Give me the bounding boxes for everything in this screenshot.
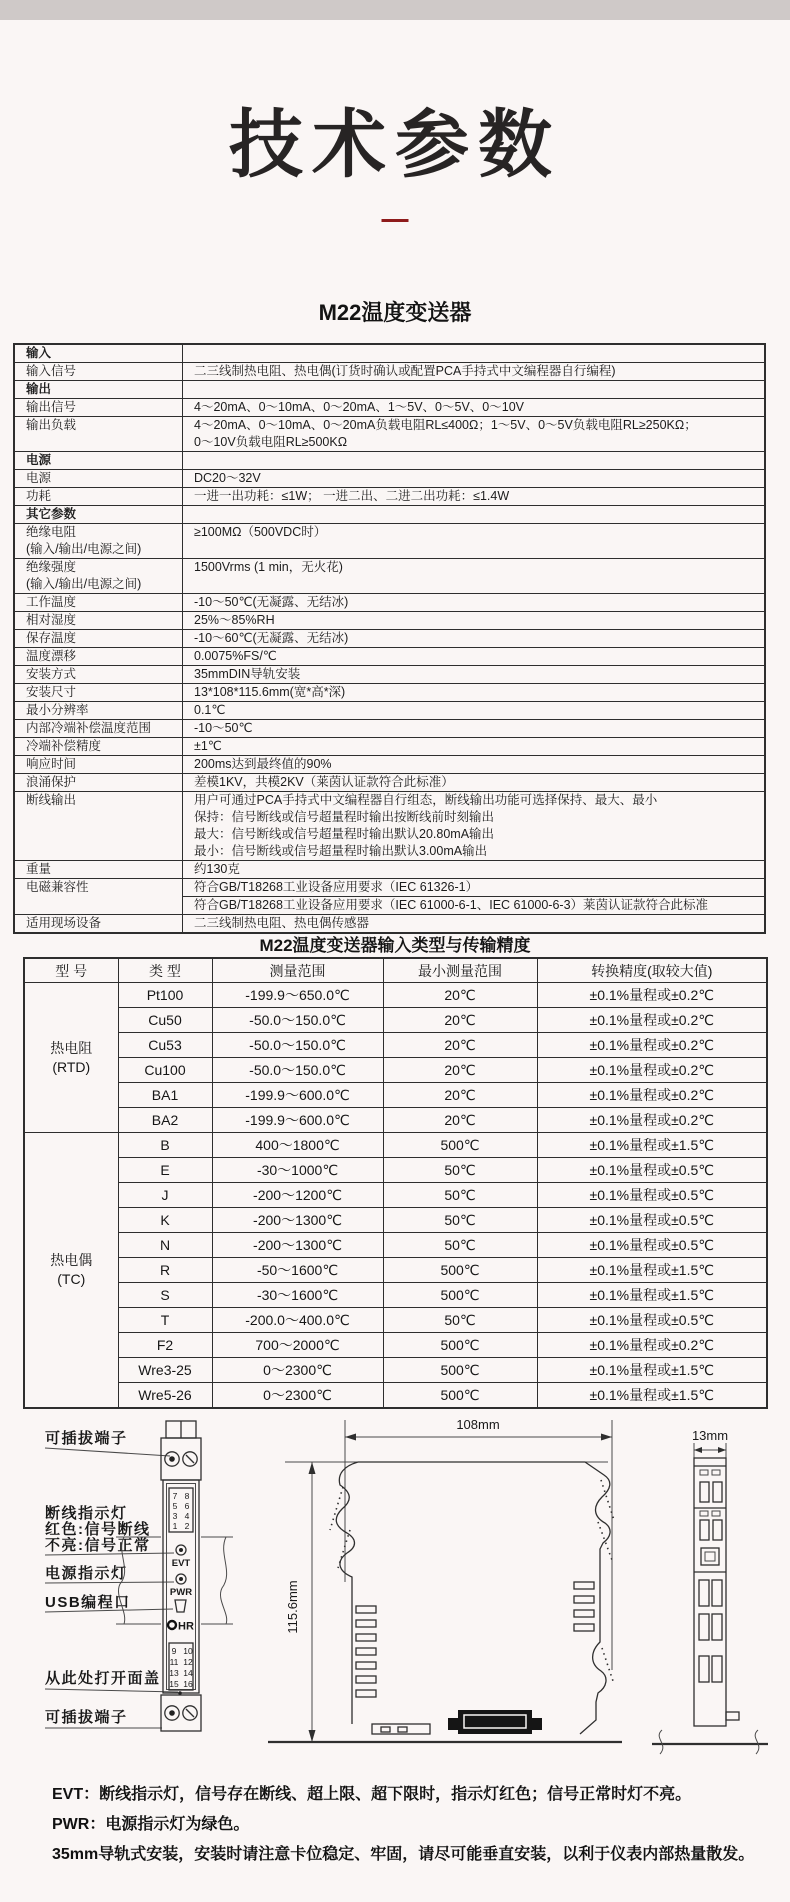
io-cell: ±0.1%量程或±0.2℃ [537, 983, 767, 1008]
usb-port-icon [175, 1600, 186, 1612]
terminal-number: 11 [169, 1657, 179, 1667]
spec-label: 浪涌保护 [15, 774, 183, 791]
io-cell: Wre5-26 [118, 1383, 212, 1409]
io-header-cell: 类 型 [118, 958, 212, 983]
spec-value: 差模1KV，共模2KV（莱茵认证款符合此标准） [194, 775, 454, 789]
spec-label: 功耗 [15, 488, 183, 505]
io-table-title: M22温度变送器输入类型与传输精度 [259, 936, 531, 955]
io-row [24, 1333, 767, 1358]
terminal-number: 13 [169, 1668, 179, 1678]
io-cell: -200.0～400.0℃ [212, 1308, 383, 1333]
io-cell: Pt100 [118, 983, 212, 1008]
dimension-diagram [0, 1412, 790, 1764]
spec-row [15, 398, 764, 416]
spec-value: DC20～32V [194, 471, 261, 485]
io-cell: -50.0～150.0℃ [212, 1058, 383, 1083]
spec-value: 0.0075%FS/℃ [194, 649, 277, 663]
io-row [24, 1258, 767, 1283]
spec-label: 温度漂移 [15, 648, 183, 665]
io-row [24, 1383, 767, 1409]
spec-label: 绝缘电阻 (输入/输出/电源之间) [15, 524, 183, 558]
io-cell: -50.0～150.0℃ [212, 1033, 383, 1058]
spec-label: 内部冷端补偿温度范围 [15, 720, 183, 737]
io-cell: 20℃ [383, 1008, 537, 1033]
spec-label: 最小分辨率 [15, 702, 183, 719]
footer-note-pwr: PWR：电源指示灯为绿色。 [52, 1816, 250, 1833]
io-row [24, 1033, 767, 1058]
spec-label: 电磁兼容性 [15, 879, 183, 914]
spec-value: 二三线制热电阻、热电偶传感器 [194, 916, 370, 930]
spec-value: 用户可通过PCA手持式中文编程器自行组态，断线输出功能可选择保持、最大、最小 保持：信号断线或信号超量程时输出按断线前时刻输出 最大：信号断线或信号超量程时输出默认20.80mA输出 最小：信号断线或信号超量程时输出默认3.00mA输出 [194, 793, 658, 858]
io-table [23, 957, 768, 1409]
spec-table [13, 343, 766, 934]
terminal-numbers-bottom [169, 1646, 193, 1689]
io-cell: ±0.1%量程或±1.5℃ [537, 1283, 767, 1308]
spec-row [15, 755, 764, 773]
dim-width-label: 108mm [456, 1417, 500, 1432]
io-cell: 20℃ [383, 1033, 537, 1058]
io-header-cell: 最小测量范围 [383, 958, 537, 983]
io-cell: 0～2300℃ [212, 1383, 383, 1409]
spec-value: 13*108*115.6mm(宽*高*深) [194, 685, 346, 699]
io-cell: ±0.1%量程或±0.5℃ [537, 1183, 767, 1208]
top-bar [0, 0, 790, 20]
io-cell: BA2 [118, 1108, 212, 1133]
label-break-indicator-line2: 红色:信号断线 [45, 1521, 151, 1538]
label-pluggable-terminal-bottom: 可插拔端子 [45, 1709, 128, 1726]
terminal-number: 4 [184, 1511, 190, 1521]
io-cell: ±0.1%量程或±0.2℃ [537, 1033, 767, 1058]
io-cell: 700～2000℃ [212, 1333, 383, 1358]
spec-label: 输入 [15, 345, 183, 362]
footer-notes [52, 1780, 758, 1870]
label-usb-port: USB编程口 [45, 1594, 131, 1611]
io-cell: ±0.1%量程或±1.5℃ [537, 1383, 767, 1409]
io-cell: 500℃ [383, 1133, 537, 1158]
spec-label: 绝缘强度 (输入/输出/电源之间) [15, 559, 183, 593]
io-row [24, 1183, 767, 1208]
spec-label: 保存温度 [15, 630, 183, 647]
spec-row [15, 451, 764, 469]
spec-value: -10～60℃(无凝露、无结冰) [194, 631, 349, 645]
spec-label: 冷端补偿精度 [15, 738, 183, 755]
spec-row [15, 505, 764, 523]
spec-row [15, 416, 764, 451]
io-model-cell: 热电偶 (TC) [24, 1133, 118, 1409]
io-cell: B [118, 1133, 212, 1158]
spec-row [15, 791, 764, 860]
spec-label: 响应时间 [15, 756, 183, 773]
io-cell: -50～1600℃ [212, 1258, 383, 1283]
side-fins [356, 1582, 594, 1697]
pwr-led-label: PWR [169, 1587, 193, 1598]
io-row [24, 1358, 767, 1383]
io-cell: ±0.1%量程或±0.2℃ [537, 1008, 767, 1033]
io-cell: -200～1300℃ [212, 1208, 383, 1233]
spec-value: 35mmDIN导轨安装 [194, 667, 301, 681]
io-cell: ±0.1%量程或±0.2℃ [537, 1058, 767, 1083]
label-break-indicator-line1: 断线指示灯 [45, 1505, 128, 1522]
io-cell: BA1 [118, 1083, 212, 1108]
terminal-number: 2 [184, 1521, 190, 1531]
spec-row [15, 558, 764, 593]
spec-row [15, 878, 764, 914]
io-cell: ±0.1%量程或±0.2℃ [537, 1083, 767, 1108]
spec-row [15, 647, 764, 665]
terminal-number: 16 [183, 1679, 193, 1689]
io-cell: -200～1200℃ [212, 1183, 383, 1208]
io-row [24, 1283, 767, 1308]
terminal-numbers-top [173, 1491, 190, 1531]
io-cell: 50℃ [383, 1183, 537, 1208]
io-cell: J [118, 1183, 212, 1208]
spec-value [183, 506, 764, 523]
spec-value: 1500Vrms (1 min，无火花) [194, 560, 343, 574]
io-row [24, 1058, 767, 1083]
io-cell: -30～1000℃ [212, 1158, 383, 1183]
spec-value: ±1℃ [194, 739, 222, 753]
spec-label: 工作温度 [15, 594, 183, 611]
io-cell: 20℃ [383, 1083, 537, 1108]
spec-row [15, 611, 764, 629]
spec-row [15, 523, 764, 558]
spec-value [183, 452, 764, 469]
io-cell: 20℃ [383, 983, 537, 1008]
terminal-number: 1 [172, 1521, 178, 1531]
io-row [24, 983, 767, 1008]
io-cell: N [118, 1233, 212, 1258]
io-cell: 500℃ [383, 1283, 537, 1308]
spec-label: 适用现场设备 [15, 915, 183, 932]
io-cell: Cu50 [118, 1008, 212, 1033]
io-row [24, 1133, 767, 1158]
io-header-cell: 转换精度(取较大值) [537, 958, 767, 983]
evt-led-label: EVT [171, 1558, 191, 1569]
io-cell: ±0.1%量程或±0.2℃ [537, 1333, 767, 1358]
ohr-logo [168, 1621, 194, 1633]
io-cell: Wre3-25 [118, 1358, 212, 1383]
dim-height-label: 115.6mm [285, 1580, 300, 1634]
spec-row [15, 701, 764, 719]
spec-label: 输出 [15, 381, 183, 398]
module-front-view [161, 1421, 201, 1731]
spec-label: 安装方式 [15, 666, 183, 683]
label-power-indicator: 电源指示灯 [45, 1565, 128, 1582]
spec-row [15, 345, 764, 362]
io-cell: 500℃ [383, 1333, 537, 1358]
terminal-number: 5 [172, 1501, 178, 1511]
io-row [24, 1158, 767, 1183]
spec-value: 200ms达到最终值的90% [194, 757, 332, 771]
io-cell: E [118, 1158, 212, 1183]
terminal-number: 6 [184, 1501, 190, 1511]
io-cell: ±0.1%量程或±0.5℃ [537, 1158, 767, 1183]
io-cell: F2 [118, 1333, 212, 1358]
terminal-number: 12 [183, 1657, 193, 1667]
io-model-cell: 热电阻 (RTD) [24, 983, 118, 1133]
io-header-cell: 型 号 [24, 958, 118, 983]
spec-label: 安装尺寸 [15, 684, 183, 701]
io-cell: 50℃ [383, 1233, 537, 1258]
io-cell: ±0.1%量程或±0.5℃ [537, 1233, 767, 1258]
footer-note-evt: EVT：断线指示灯，信号存在断线、超上限、超下限时，指示灯红色；信号正常时灯不亮。 [52, 1786, 692, 1803]
spec-value: 符合GB/T18268工业设备应用要求（IEC 61326-1） 符合GB/T18268工业设备应用要求（IEC 61000-6-1、IEC 61000-6-3）莱茵认证款符合此标准 [183, 879, 764, 914]
io-cell: K [118, 1208, 212, 1233]
io-cell: -200～1300℃ [212, 1233, 383, 1258]
footer-note-mounting: 35mm导轨式安装，安装时请注意卡位稳定、牢固，请尽可能垂直安装，以利于仪表内部热量散发。 [52, 1846, 755, 1863]
spec-row [15, 860, 764, 878]
io-row [24, 1308, 767, 1333]
io-cell: ±0.1%量程或±1.5℃ [537, 1133, 767, 1158]
spec-row [15, 683, 764, 701]
io-cell: 500℃ [383, 1383, 537, 1409]
terminal-number: 7 [172, 1491, 178, 1501]
module-narrow-view [652, 1428, 768, 1754]
spec-value: -10～50℃ [194, 721, 253, 735]
spec-value: 25%～85%RH [194, 613, 275, 627]
page-title: 技术参数 [229, 103, 561, 186]
spec-row [15, 593, 764, 611]
io-cell: T [118, 1308, 212, 1333]
io-cell: R [118, 1258, 212, 1283]
io-row [24, 1108, 767, 1133]
io-cell: 50℃ [383, 1308, 537, 1333]
spec-label: 输入信号 [15, 363, 183, 380]
label-open-cover: 从此处打开面盖 [45, 1670, 161, 1687]
product-title: M22温度变送器 [318, 300, 472, 325]
label-pluggable-terminal-top: 可插拔端子 [45, 1430, 128, 1447]
io-cell: ±0.1%量程或±1.5℃ [537, 1358, 767, 1383]
terminal-number: 15 [169, 1679, 179, 1689]
terminal-number: 14 [183, 1668, 193, 1678]
spec-row [15, 719, 764, 737]
io-cell: 0～2300℃ [212, 1358, 383, 1383]
spec-row [15, 487, 764, 505]
io-cell: ±0.1%量程或±0.5℃ [537, 1208, 767, 1233]
io-row [24, 1008, 767, 1033]
spec-row [15, 773, 764, 791]
spec-label: 相对湿度 [15, 612, 183, 629]
bottom-connector [448, 1710, 542, 1734]
terminal-number: 3 [172, 1511, 178, 1521]
io-cell: 20℃ [383, 1108, 537, 1133]
io-cell: -30～1600℃ [212, 1283, 383, 1308]
dim-depth-label: 13mm [691, 1428, 729, 1443]
io-cell: Cu53 [118, 1033, 212, 1058]
io-cell: 50℃ [383, 1208, 537, 1233]
io-cell: -199.9～650.0℃ [212, 983, 383, 1008]
spec-label: 输出负载 [15, 417, 183, 451]
io-cell: ±0.1%量程或±0.5℃ [537, 1308, 767, 1333]
spec-row [15, 629, 764, 647]
spec-value: -10～50℃(无凝露、无结冰) [194, 595, 349, 609]
io-cell: -50.0～150.0℃ [212, 1008, 383, 1033]
spec-row [15, 380, 764, 398]
io-cell: S [118, 1283, 212, 1308]
spec-value: 约130克 [194, 862, 240, 876]
spec-label: 电源 [15, 470, 183, 487]
spec-label: 其它参数 [15, 506, 183, 523]
module-side-view [268, 1417, 622, 1742]
io-cell: Cu100 [118, 1058, 212, 1083]
io-cell: -199.9～600.0℃ [212, 1083, 383, 1108]
spec-value: 一进一出功耗：≤1W； 一进二出、二进二出功耗：≤1.4W [194, 489, 510, 503]
spec-row [15, 469, 764, 487]
io-cell: ±0.1%量程或±0.2℃ [537, 1108, 767, 1133]
io-cell: 500℃ [383, 1258, 537, 1283]
io-cell: -199.9～600.0℃ [212, 1108, 383, 1133]
io-cell: 20℃ [383, 1058, 537, 1083]
io-row [24, 1083, 767, 1108]
spec-row [15, 362, 764, 380]
io-cell: 400～1800℃ [212, 1133, 383, 1158]
io-row [24, 1208, 767, 1233]
io-cell: 50℃ [383, 1158, 537, 1183]
dotted-accents [330, 1480, 614, 1684]
spec-label: 电源 [15, 452, 183, 469]
terminal-number: 8 [184, 1491, 190, 1501]
io-cell: ±0.1%量程或±1.5℃ [537, 1258, 767, 1283]
title-underline [382, 219, 409, 222]
terminal-number: 10 [183, 1646, 193, 1656]
io-row [24, 1233, 767, 1258]
spec-value: 4～20mA、0～10mA、0～20mA负载电阻RL≤400Ω；1～5V、0～5V负载电阻RL≥250KΩ； 0～10V负载电阻RL≥500KΩ [194, 418, 697, 449]
io-header-cell: 测量范围 [212, 958, 383, 983]
spec-row [15, 665, 764, 683]
svg-text:HR: HR [178, 1620, 194, 1633]
spec-value: 4～20mA、0～10mA、0～20mA、1～5V、0～5V、0～10V [194, 400, 524, 414]
spec-value [183, 345, 764, 362]
spec-row [15, 914, 764, 932]
spec-value: 二三线制热电阻、热电偶(订货时确认或配置PCA手持式中文编程器自行编程) [194, 364, 616, 378]
terminal-number: 9 [171, 1646, 177, 1656]
spec-label: 输出信号 [15, 399, 183, 416]
spec-value: ≥100MΩ（500VDC时） [194, 525, 327, 539]
spec-value: 0.1℃ [194, 703, 226, 717]
spec-label: 断线输出 [15, 792, 183, 860]
io-cell: 500℃ [383, 1358, 537, 1383]
spec-row [15, 737, 764, 755]
spec-label: 重量 [15, 861, 183, 878]
spec-value [183, 381, 764, 398]
label-break-indicator-line3: 不亮:信号正常 [45, 1537, 151, 1554]
